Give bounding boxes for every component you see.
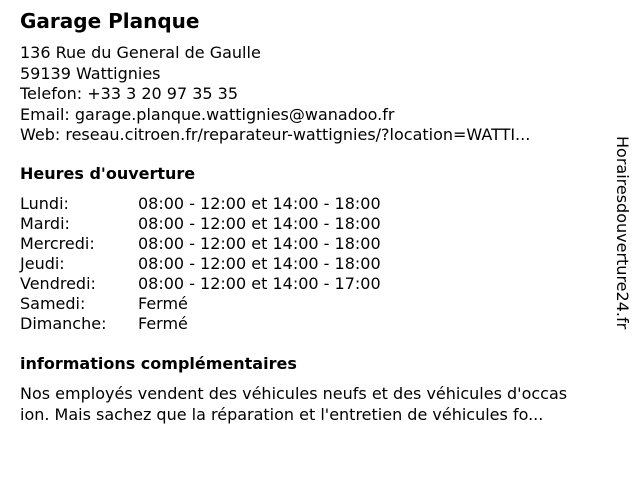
day-hours: 08:00 - 12:00 et 14:00 - 18:00 xyxy=(138,194,381,213)
phone-number: Telefon: +33 3 20 97 35 35 xyxy=(20,84,239,103)
page-title: Garage Planque xyxy=(20,9,200,33)
street-address: 136 Rue du General de Gaulle xyxy=(20,43,261,62)
day-hours: 08:00 - 12:00 et 14:00 - 18:00 xyxy=(138,214,381,233)
day-label: Mardi: xyxy=(20,214,70,233)
day-hours: Fermé xyxy=(138,294,188,313)
day-hours: Fermé xyxy=(138,314,188,333)
city-address: 59139 Wattignies xyxy=(20,63,161,83)
site-watermark: Horairesdouverture24.fr xyxy=(613,136,632,330)
hours-row-monday xyxy=(20,194,381,214)
day-label: Jeudi: xyxy=(20,254,65,273)
contact-block xyxy=(20,43,530,146)
day-hours: 08:00 - 12:00 et 14:00 - 18:00 xyxy=(138,254,381,273)
day-label: Dimanche: xyxy=(20,314,107,333)
website-link: Web: reseau.citroen.fr/reparateur-wattignies/?location=WATTI... xyxy=(20,125,531,144)
hours-row-friday xyxy=(20,274,381,294)
hours-row-thursday xyxy=(20,254,381,274)
day-label: Samedi: xyxy=(20,294,86,313)
day-label: Lundi: xyxy=(20,194,69,213)
hours-row-wednesday xyxy=(20,234,381,254)
hours-row-tuesday xyxy=(20,214,381,234)
hours-heading: Heures d'ouverture xyxy=(20,164,196,183)
info-line-1: Nos employés vendent des véhicules neufs et des véhicules d'occas xyxy=(20,384,568,403)
info-heading: informations complémentaires xyxy=(20,354,297,373)
day-hours: 08:00 - 12:00 et 14:00 - 17:00 xyxy=(138,274,381,293)
hours-row-saturday xyxy=(20,294,381,314)
email-address: Email: garage.planque.wattignies@wanadoo.fr xyxy=(20,104,395,124)
day-label: Vendredi: xyxy=(20,274,96,293)
hours-table xyxy=(20,194,381,334)
hours-row-sunday xyxy=(20,314,381,334)
info-line-2: ion. Mais sachez que la réparation et l'entretien de véhicules fo... xyxy=(20,404,544,424)
day-hours: 08:00 - 12:00 et 14:00 - 18:00 xyxy=(138,234,381,253)
info-text xyxy=(20,384,612,425)
day-label: Mercredi: xyxy=(20,234,95,253)
